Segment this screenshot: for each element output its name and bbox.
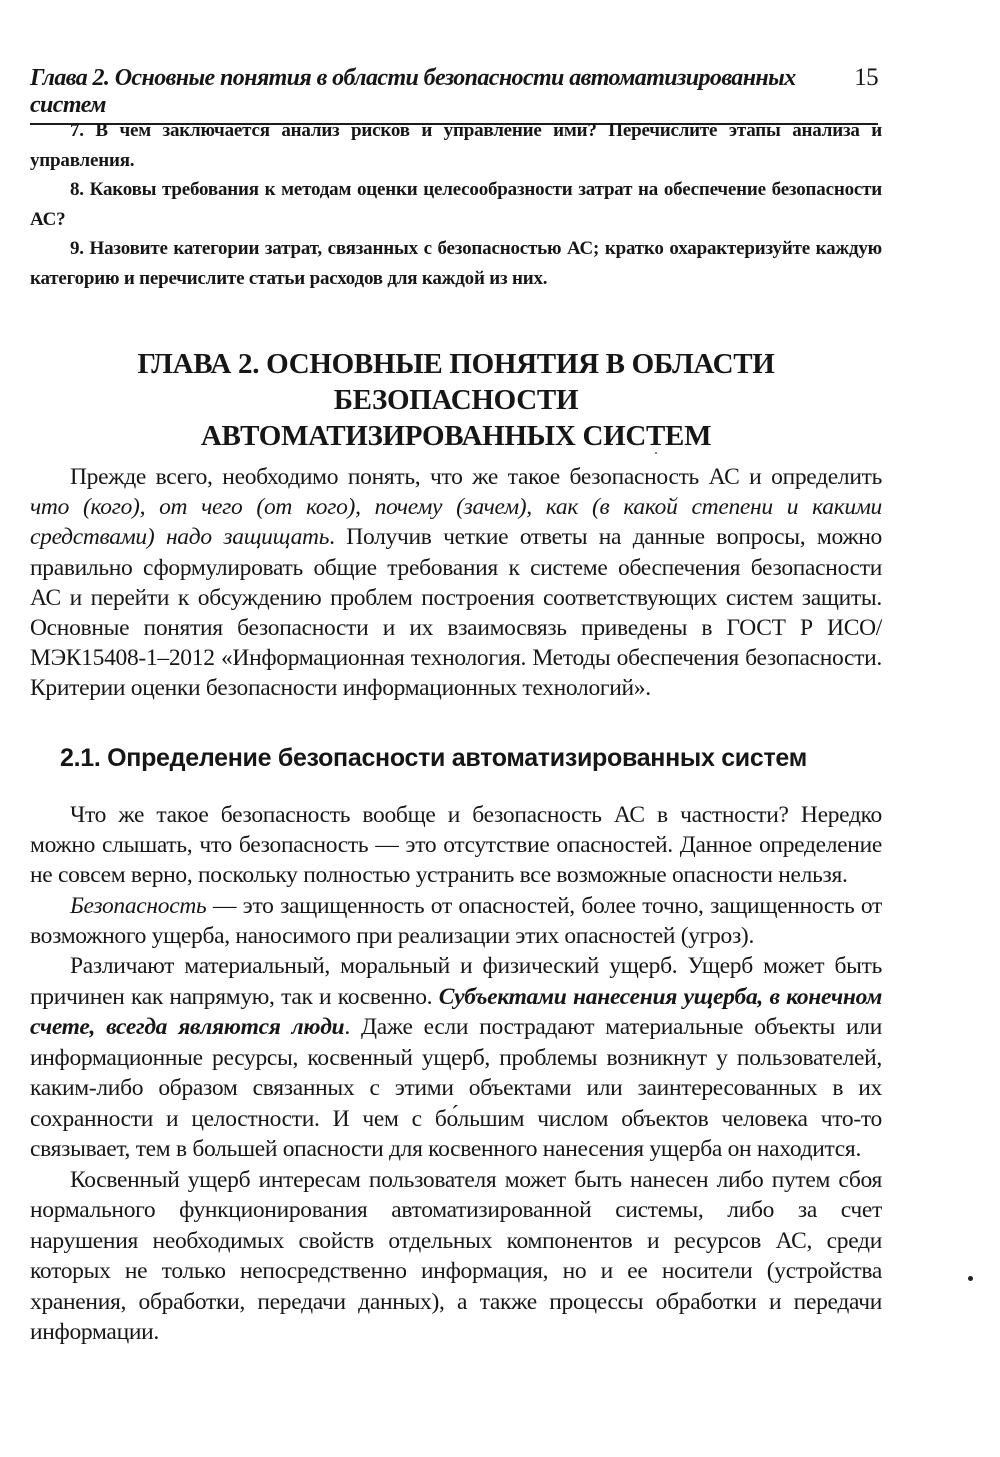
definition-term: Безопасность: [70, 892, 207, 919]
intro-italic-phrase: что (кого), от чего (от кого), почему (зачем), как (в какой степени и какими средствами) надо защищать: [30, 494, 882, 551]
chapter-title: [30, 346, 882, 454]
question-9: 9. Назовите категории затрат, связанных с безопасностью АС; кратко охарактеризуйте каждую категорию и перечислите статьи расходов для каждой из них.: [30, 238, 882, 289]
section-paragraph-1: Что же такое безопасность вообще и безопасность АС в частности? Нередко можно слышать, что безопасность — это отсутствие опасностей. Данное определение не совсем верно, поскольку полностью устранить все возможные опасности нельзя.: [30, 802, 882, 889]
paragraph-3-emphasis: Субъектами нанесения ущерба, в конечном счете, всегда являются люди: [30, 983, 882, 1041]
margin-mark: [968, 1276, 973, 1281]
section-paragraph-3: [30, 951, 882, 1165]
section-title: 2.1. Определение безопасности автоматизированных систем: [60, 744, 807, 772]
paragraph-3-end: . Даже если пострадают материальные объекты или информационные ресурсы, косвенный ущерб, проблемы возникнут у пользователей, каким-либо образом связанных с этими объектами или заинтересованных в их сохранности и целостности. И чем с бо́льшим числом объектов человека что-то связывает, тем в большей опасности для косвенного нанесения ущерба он находится.: [30, 1014, 882, 1163]
question-8: 8. Каковы требования к методам оценки целесообразности затрат на обеспечение безопасности АС?: [30, 179, 882, 230]
section-body: [30, 800, 882, 1348]
chapter-title-line1: ГЛАВА 2. ОСНОВНЫЕ ПОНЯТИЯ В ОБЛАСТИ БЕЗОПАСНОСТИ: [137, 348, 775, 416]
page-number: 15: [854, 64, 878, 91]
paragraph-3-start: Различают материальный, моральный и физический ущерб. Ущерб может быть причинен как напрямую, так и косвенно.: [30, 953, 882, 1010]
running-title: Глава 2. Основные понятия в области безопасности автоматизированных систем: [30, 65, 796, 118]
intro-text-end: . Получив четкие ответы на данные вопросы, можно правильно сформулировать общие требования к системе обеспечения безопасности АС и перейти к обсуждению проблем построения соответствующих систем защиты. Основные понятия безопасности и их взаимосвязь приведены в ГОСТ Р ИСО/МЭК15408-1–2012 «Информационная технология. Методы обеспечения безопасности. Критерии оценки безопасности информационных технологий».: [30, 524, 882, 702]
intro-text-start: Прежде всего, необходимо понять, что же такое безопасность АС и определить: [70, 464, 882, 490]
chapter-title-line2: АВТОМАТИЗИРОВАННЫХ СИСТЕМ: [200, 420, 712, 452]
definition-text: — это защищенность от опасностей, более точно, защищенность от возможного ущерба, наносимого при реализации этих опасностей (угроз).: [30, 892, 882, 949]
question-7: 7. В чем заключается анализ рисков и управление ими? Перечислите этапы анализа и управления.: [30, 120, 882, 171]
section-paragraph-4: Косвенный ущерб интересам пользователя может быть нанесен либо путем сбоя нормального функционирования автоматизированной системы, либо за счет нарушения необходимых свойств отдельных компонентов и ресурсов АС, среди которых не только непосредственно информация, но и ее носители (устройства хранения, обработки, передачи данных), а также процессы обработки и передачи информации.: [30, 1166, 882, 1346]
chapter-intro: [30, 462, 882, 704]
print-speck: [655, 452, 657, 454]
section-paragraph-2: [30, 891, 882, 951]
review-questions: [30, 116, 882, 293]
intro-paragraph: [30, 462, 882, 704]
